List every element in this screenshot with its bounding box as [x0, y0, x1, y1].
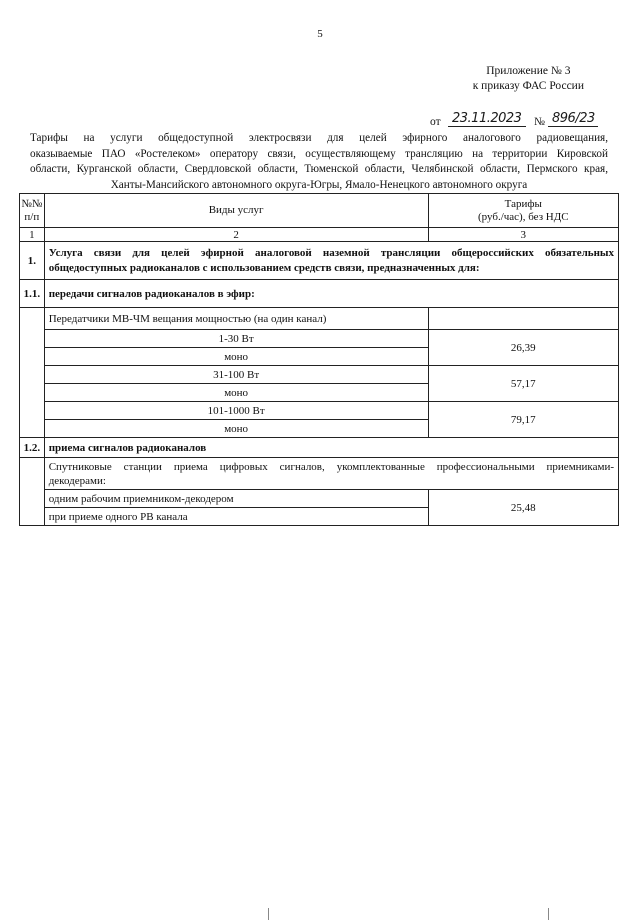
title-line: Тарифы на услуги общедоступной электросвязи для целей эфирного аналогового радиовещания, — [30, 132, 608, 144]
title-line: оказываемые ПАО «Ростелеком» оператору связи, осуществляющему трансляцию на территории Кировской — [30, 147, 608, 160]
transmitter-power-row — [20, 330, 619, 348]
section-1-row — [20, 242, 619, 280]
title-line: Ханты-Мансийского автономного округа-Югры, Ямало-Ненецкого автономного округа — [110, 178, 528, 191]
header-services: Виды услуг — [44, 194, 428, 228]
col-number: 2 — [44, 228, 428, 242]
satellite-label-line1: Спутниковые станции приема цифровых сигналов, укомплектованные профессиональными приемниками- — [48, 460, 614, 473]
transmitter-power: 1-30 Вт — [44, 330, 428, 348]
number-prefix: № — [534, 116, 545, 128]
satellite-row2: при приеме одного РВ канала — [44, 508, 428, 526]
page-number: 5 — [317, 28, 323, 40]
transmitter-mode: моно — [44, 348, 428, 366]
appendix-block — [473, 64, 584, 94]
header-tariff — [428, 194, 618, 228]
header-num — [20, 194, 45, 228]
satellite-label-row — [20, 458, 619, 490]
empty-price-cell — [428, 308, 618, 330]
section-1-line2: общедоступных радиоканалов с использованием средств связи, предназначенных для: — [48, 261, 480, 274]
col-number: 1 — [20, 228, 45, 242]
satellite-row — [20, 490, 619, 508]
transmitter-price: 57,17 — [428, 366, 618, 402]
satellite-price: 25,48 — [428, 490, 618, 526]
section-1-num: 1. — [20, 242, 45, 280]
header-num-line2: п/п — [24, 210, 40, 223]
satellite-label — [44, 458, 618, 490]
section-1-2-row — [20, 438, 619, 458]
date-prefix: от — [430, 116, 441, 128]
transmitters-label-row — [20, 308, 619, 330]
section-1-text — [44, 242, 618, 280]
transmitter-power-row — [20, 366, 619, 384]
transmitters-label: Передатчики МВ-ЧМ вещания мощностью (на один канал) — [44, 308, 428, 330]
document-title — [30, 131, 608, 193]
transmitter-power: 31-100 Вт — [44, 366, 428, 384]
header-num-line1: №№ — [21, 197, 43, 210]
title-line: области, Курганской области, Свердловской области, Тюменской области, Челябинской области, Пермского края, — [30, 163, 608, 175]
appendix-order-ref: к приказу ФАС России — [472, 80, 584, 92]
order-date: 23.11.2023 — [452, 111, 522, 126]
section-1-2-text: приема сигналов радиоканалов — [44, 438, 618, 458]
section-1-2-num: 1.2. — [20, 438, 45, 458]
header-tariff-line2: (руб./час), без НДС — [477, 210, 569, 223]
empty-num-cell — [20, 308, 45, 438]
transmitter-mode: моно — [44, 420, 428, 438]
transmitter-power-row — [20, 402, 619, 420]
tariffs-table — [19, 193, 619, 526]
transmitter-price: 79,17 — [428, 402, 618, 438]
table-header-row — [20, 194, 619, 228]
section-1-1-num: 1.1. — [20, 280, 45, 308]
column-numbers-row — [20, 228, 619, 242]
transmitter-price: 26,39 — [428, 330, 618, 366]
scan-edge-mark — [548, 908, 549, 920]
appendix-title: Приложение № 3 — [486, 65, 571, 77]
order-date-number — [430, 112, 600, 132]
col-number: 3 — [428, 228, 618, 242]
header-tariff-line1: Тарифы — [504, 197, 542, 210]
transmitter-power: 101-1000 Вт — [44, 402, 428, 420]
empty-num-cell — [20, 458, 45, 526]
order-number: 896/23 — [552, 111, 595, 126]
satellite-row1: одним рабочим приемником-декодером — [44, 490, 428, 508]
section-1-line1: Услуга связи для целей эфирной аналоговой наземной трансляции общероссийских обязательных — [48, 246, 614, 259]
section-1-1-row — [20, 280, 619, 308]
scan-edge-mark — [268, 908, 269, 920]
satellite-label-line2: декодерами: — [48, 474, 106, 487]
section-1-1-text: передачи сигналов радиоканалов в эфир: — [44, 280, 618, 308]
transmitter-mode: моно — [44, 384, 428, 402]
